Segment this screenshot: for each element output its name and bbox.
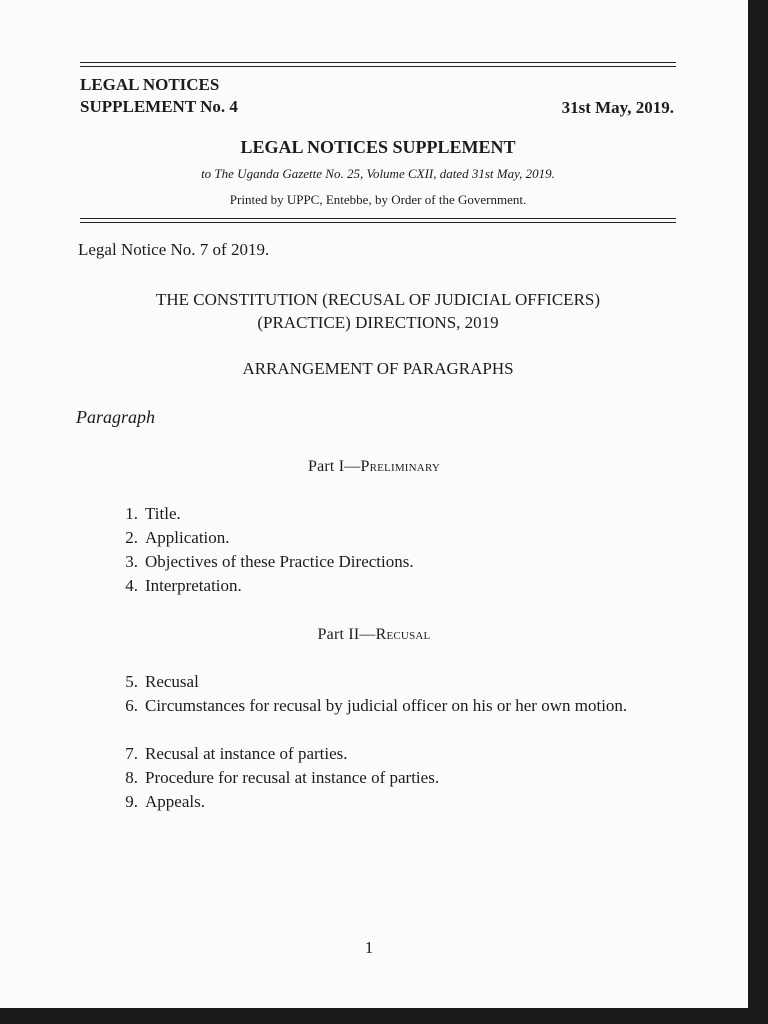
item-number: 7. xyxy=(125,744,138,763)
notice-title xyxy=(0,288,756,334)
item-text: Application. xyxy=(145,528,230,547)
item-text: Recusal xyxy=(145,672,199,691)
item-text: Objectives of these Practice Directions. xyxy=(145,552,414,571)
part-heading-prefix: Part I xyxy=(307,458,345,475)
item-number: 3. xyxy=(125,552,138,571)
part-heading: Part II—Recusal xyxy=(317,626,431,643)
item-number: 5. xyxy=(125,672,138,691)
item-number: 6. xyxy=(125,696,138,715)
item-number: 2. xyxy=(125,528,138,547)
item-text: Recusal at instance of parties. xyxy=(145,744,348,763)
item-number: 4. xyxy=(125,576,138,595)
top-double-rule xyxy=(80,62,676,67)
notice-title-line1: THE CONSTITUTION (RECUSAL OF JUDICIAL OFFICERS) xyxy=(155,290,601,309)
item-text: Appeals. xyxy=(145,792,205,811)
item-text: Interpretation. xyxy=(145,576,242,595)
item-number: 1. xyxy=(125,504,138,523)
supplement-subtitle: to The Uganda Gazette No. 25, Volume CXII, dated 31st May, 2019. xyxy=(201,166,555,181)
bottom-double-rule xyxy=(80,218,676,223)
legal-notice-number: Legal Notice No. 7 of 2019. xyxy=(78,240,270,259)
item-text: Circumstances for recusal by judicial officer on his or her own motion. xyxy=(145,696,628,715)
header-line1: LEGAL NOTICES xyxy=(80,75,220,94)
part-heading: Part I—Preliminary xyxy=(307,458,441,475)
part-heading-name: Preliminary xyxy=(360,458,441,475)
item-text: Procedure for recusal at instance of parties. xyxy=(145,768,440,787)
item-number: 8. xyxy=(125,768,138,787)
item-text: Title. xyxy=(145,504,181,523)
paragraph-label: Paragraph xyxy=(76,407,156,427)
item-number: 9. xyxy=(125,792,138,811)
page-number: 1 xyxy=(364,938,374,957)
supplement-title: LEGAL NOTICES SUPPLEMENT xyxy=(240,137,516,157)
header-left xyxy=(80,74,238,118)
header-line2: SUPPLEMENT No. 4 xyxy=(80,97,238,116)
supplement-printed-by: Printed by UPPC, Entebbe, by Order of the Government. xyxy=(229,192,527,207)
notice-title-line2: (PRACTICE) DIRECTIONS, 2019 xyxy=(257,313,499,332)
part-heading-prefix: Part II xyxy=(317,626,360,643)
part-heading-name: Recusal xyxy=(375,626,431,643)
arrangement-heading: ARRANGEMENT OF PARAGRAPHS xyxy=(242,359,514,378)
header-date: 31st May, 2019. xyxy=(561,98,674,117)
